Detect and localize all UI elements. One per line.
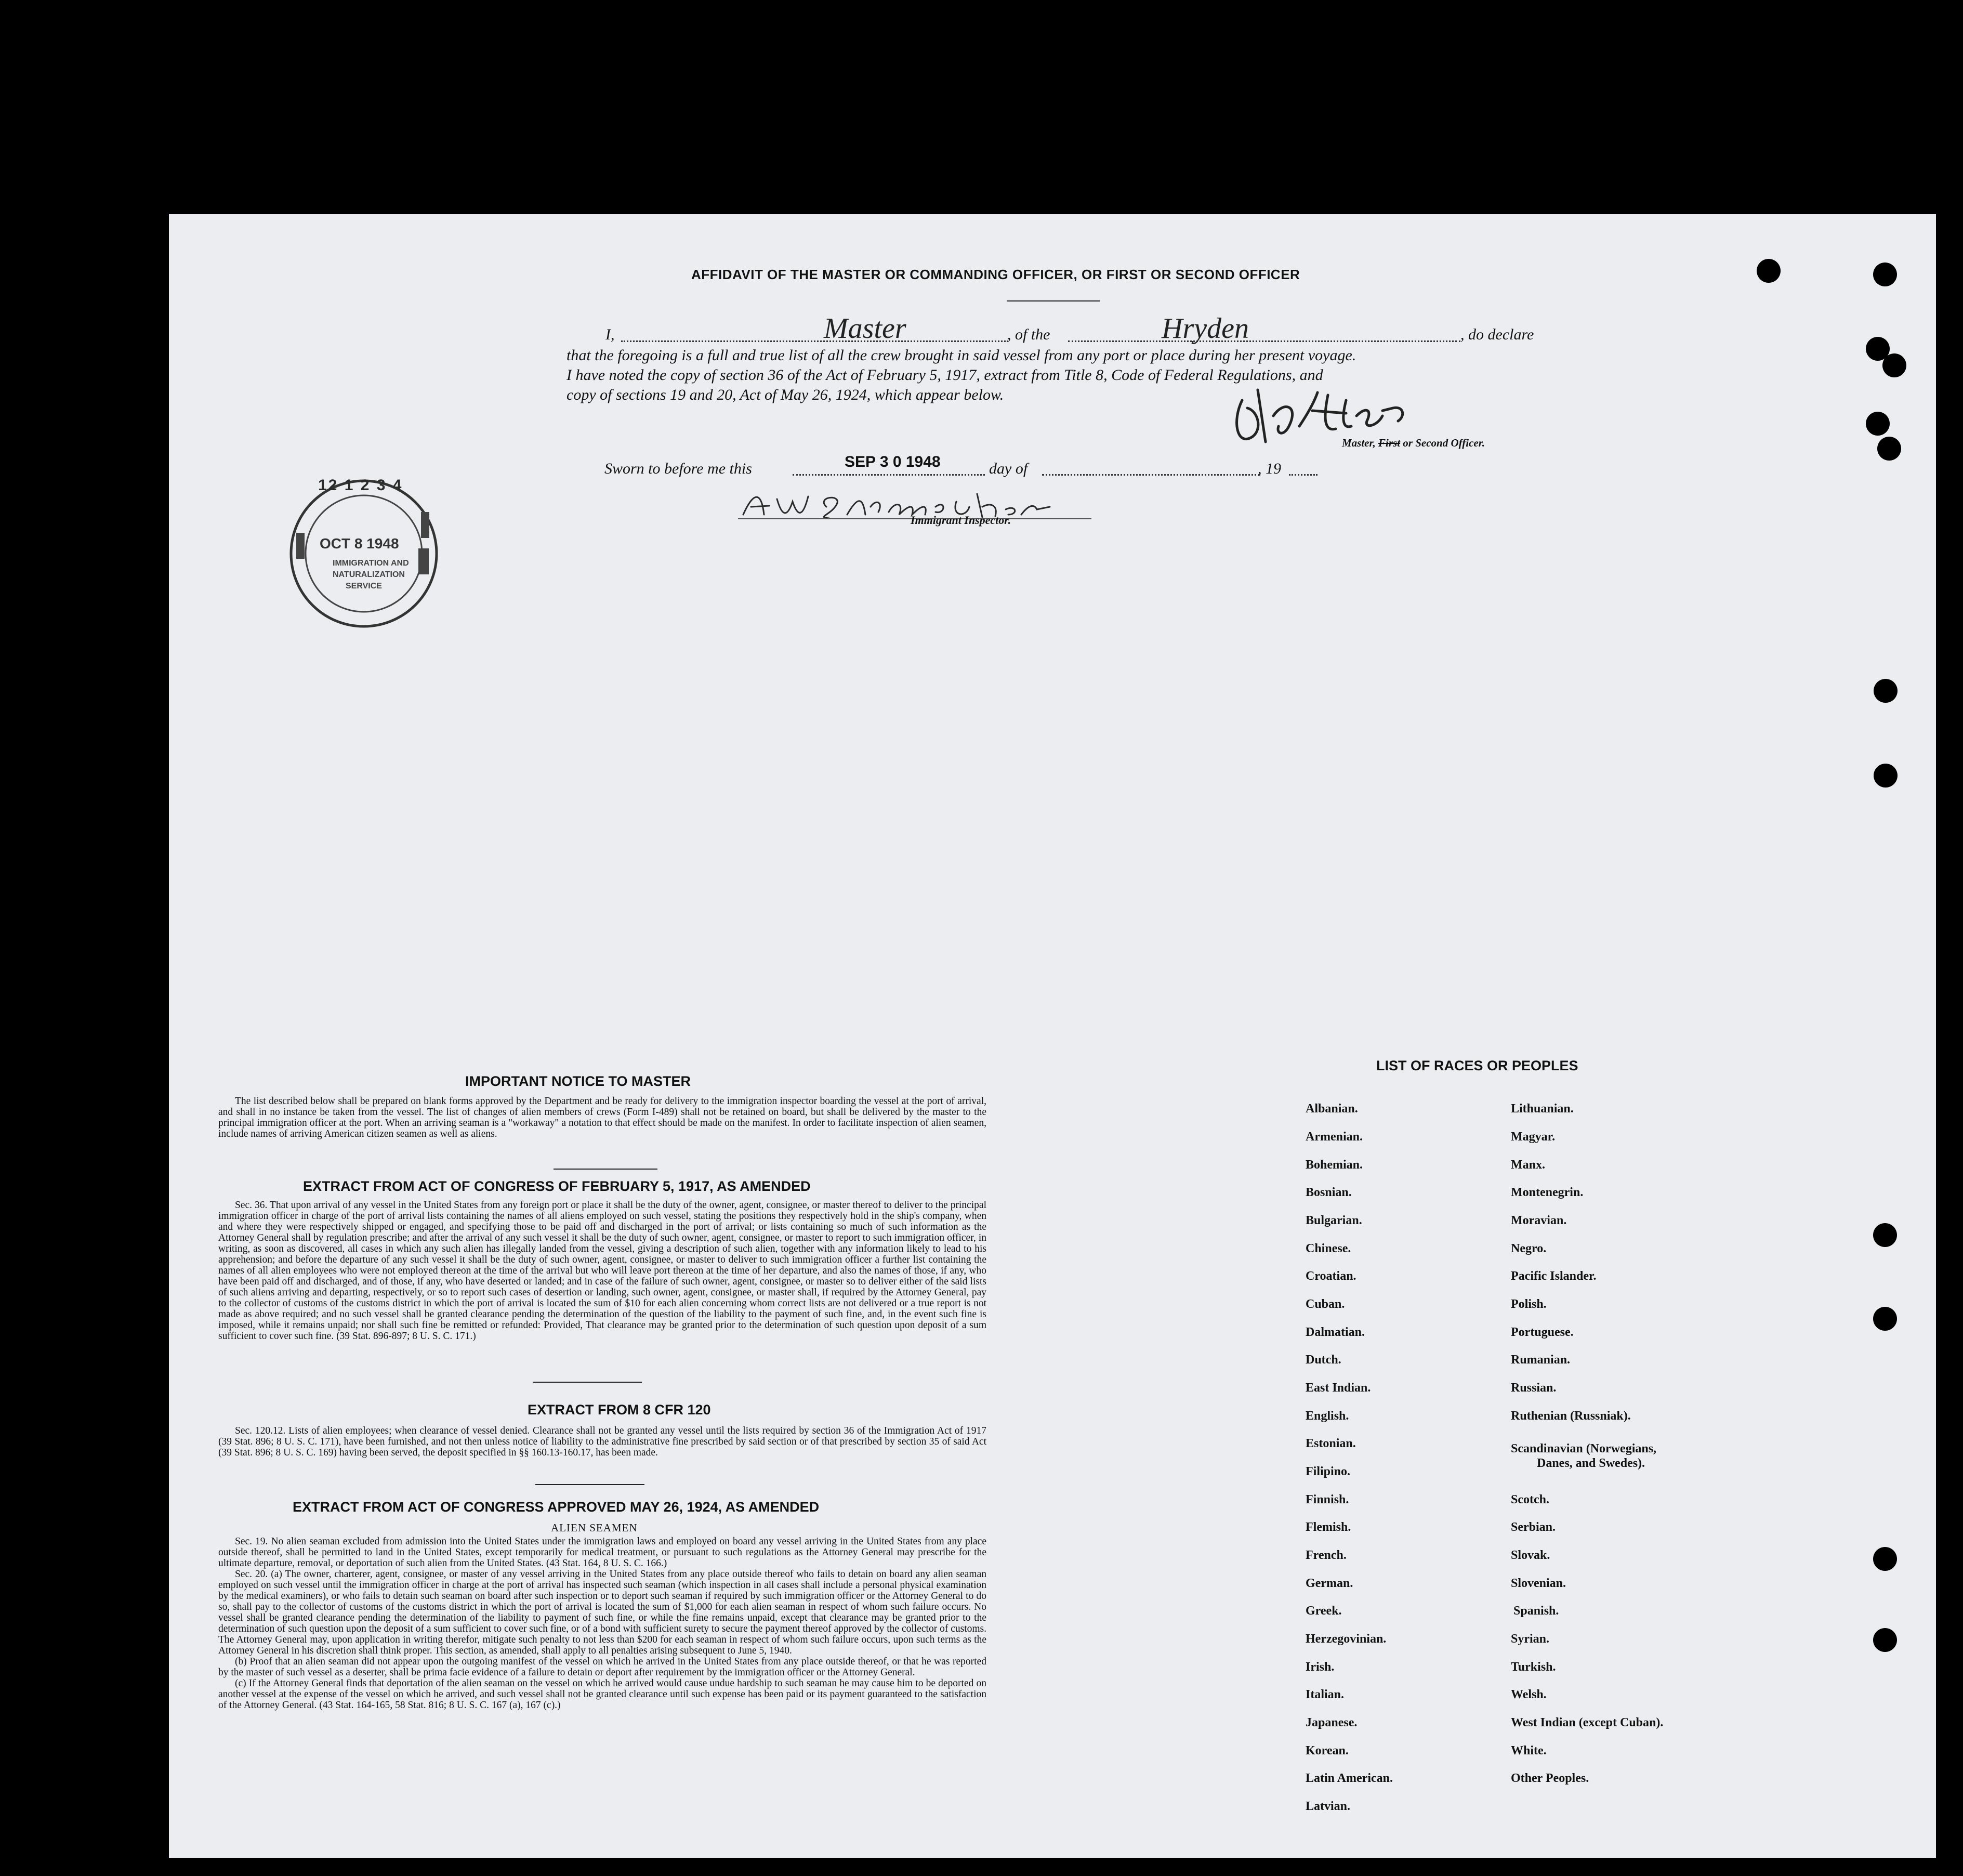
race-item: Portuguese.: [1511, 1326, 1574, 1339]
binder-hole: [1873, 263, 1897, 286]
race-item: Finnish.: [1306, 1493, 1349, 1506]
caption-part-b: or Second Officer.: [1400, 437, 1485, 449]
extract-cfr-rule: [535, 1484, 644, 1485]
binder-hole: [1874, 764, 1898, 788]
race-item: English.: [1306, 1409, 1349, 1423]
race-item: Albanian.: [1306, 1102, 1358, 1116]
race-item: Filipino.: [1306, 1465, 1351, 1478]
rank-line: [621, 340, 1008, 342]
extract-1924-subheading: ALIEN SEAMEN: [551, 1521, 638, 1534]
race-item: Slovenian.: [1511, 1577, 1566, 1590]
affidavit-of-the: , of the: [1007, 326, 1050, 343]
title-rule: [1007, 300, 1100, 301]
extract-1917-rule: [533, 1382, 642, 1383]
stamp-text-1: IMMIGRATION AND: [333, 559, 409, 568]
race-item: Montenegrin.: [1511, 1186, 1584, 1199]
race-item: Scotch.: [1511, 1493, 1549, 1506]
extract-1924-heading: EXTRACT FROM ACT OF CONGRESS APPROVED MAY 26, 1924, AS AMENDED: [293, 1499, 820, 1515]
race-item: Slovak.: [1511, 1549, 1550, 1562]
affidavit-line2: that the foregoing is a full and true list of all the crew brought in said vessel from any port or place during her present voyage.: [566, 347, 1356, 364]
extract-cfr-text: Sec. 120.12. Lists of alien employees; when clearance of vessel denied. Clearance shall not be granted any vessel until the lists required by section 36 of the Immigration Act of 1917 (39 Stat. 896; 8 U. S. C. 171), have been furnished, and not then unless notice of liability to the administrative fine prescribed by said section or of that prescribed by section 35 of said Act (39 Stat. 896; 8 U. S. C. 169) having been served, the deposit specified in §§ 160.13-160.17, has been made.: [218, 1425, 986, 1458]
extract-cfr-body: [218, 1425, 986, 1458]
binder-hole: [1882, 353, 1906, 377]
notice-text: The list described below shall be prepared on blank forms approved by the Department and be ready for delivery to the immigration inspector boarding the vessel at the port of arrival, and shall in no instance be taken from the vessel. The list of changes of alien members of crews (Form I-489) shall not be retained on board, but shall be delivered by the master to the principal immigration officer at the port. When an arriving seaman is a "workaway" a notation to that effect should be made on the manifest. In order to facilitate inspection of alien seamen, include names of arriving American citizen seamen as well as aliens.: [218, 1096, 986, 1139]
extract-1917-body: [218, 1200, 986, 1342]
race-item: French.: [1306, 1549, 1347, 1562]
sworn-year-line: [1289, 474, 1318, 476]
race-item: Other Peoples.: [1511, 1772, 1589, 1785]
sworn-year: , 19: [1258, 460, 1281, 477]
extract-1924-sec20c: (c) If the Attorney General finds that deportation of the alien seaman on the vessel on which he arrived would cause undue hardship to such seaman he may cause him to be deported on another vessel at the expense of the vessel on which he arrived, and such vessel shall not be granted clearance until such expense has been paid or its payment guaranteed to the satisfaction of the Attorney General. (43 Stat. 164-165, 58 Stat. 816; 8 U. S. C. 167 (a), 167 (c).): [218, 1678, 986, 1711]
extract-1917-heading: EXTRACT FROM ACT OF CONGRESS OF FEBRUARY 5, 1917, AS AMENDED: [303, 1178, 811, 1194]
race-item: Chinese.: [1306, 1242, 1351, 1255]
race-item: Herzegovinian.: [1306, 1632, 1387, 1646]
race-item: Syrian.: [1511, 1632, 1550, 1646]
binder-hole: [1873, 1628, 1897, 1652]
sworn-day-line: [793, 474, 985, 476]
extract-1924-sec19: Sec. 19. No alien seaman excluded from admission into the United States under the immigration laws and employed on board any vessel arriving in the United States from any place outside thereof, shall be permitted to land in the United States, except temporarily for medical treatment, or pursuant to such regulations as the Attorney General may prescribe for the ultimate departure, removal, or deportation of such alien from the United States. (43 Stat. 164, 8 U. S. C. 166.): [218, 1536, 986, 1569]
sworn-prefix: Sworn to before me this: [604, 460, 752, 477]
race-item: Dutch.: [1306, 1353, 1341, 1367]
stamp-date: OCT 8 1948: [320, 535, 399, 552]
race-item: Danes, and Swedes).: [1537, 1457, 1645, 1470]
stamp-numbers: 12 1 2 3 4: [318, 477, 403, 494]
races-heading: LIST OF RACES OR PEOPLES: [1376, 1058, 1578, 1073]
race-item: Welsh.: [1511, 1688, 1547, 1701]
race-item: Cuban.: [1306, 1297, 1345, 1311]
affidavit-title: AFFIDAVIT OF THE MASTER OR COMMANDING OFFICER, OR FIRST OR SECOND OFFICER: [691, 267, 1300, 282]
extract-1924-sec20a: Sec. 20. (a) The owner, charterer, agent, consignee, or master of any vessel arriving in the United States from any place outside thereof who fails to detain on board any alien seaman employed on such vessel until the immigration officer in charge at the port of arrival has inspected such seaman (which inspection in all cases shall include a personal physical examination by the medical examiners), or who fails to detain such seaman on board after such inspection or to deport such seaman if required by such immigration officer or the Attorney General to do so, shall pay to the collector of customs of the customs district in which the port of arrival is located the sum of $1,000 for each alien seaman in respect of whom such failure occurs. No vessel shall be granted clearance pending the determination of the liability to payment of such fine, or while the fine remains unpaid, except that clearance may be granted prior to the determination of such question upon the deposit of a sum sufficient to cover such fine, or of a bond with sufficient surety to secure the payment thereof approved by the collector of customs. The Attorney General may, upon application in writing therefor, mitigate such penalty to not less than $200 for each seaman in respect of whom such failure occurs, upon such terms as the Attorney General in his discretion shall think proper. This section, as amended, shall apply to all penalties arising subsequent to June 5, 1940.: [218, 1569, 986, 1656]
sworn-month-line: [1042, 474, 1260, 476]
vessel-line: [1068, 340, 1460, 342]
notice-body: [218, 1096, 986, 1139]
immigration-stamp: [281, 476, 452, 632]
extract-1924-sec20b: (b) Proof that an alien seaman did not appear upon the outgoing manifest of the vessel on which he arrived in the United States from any place outside thereof, or that he was reported by the master of such vessel as a deserter, shall be prima facie evidence of a failure to detain or deport after requirement by the immigration officer or the Attorney General.: [218, 1656, 986, 1678]
race-item: Polish.: [1511, 1297, 1547, 1311]
race-item: Russian.: [1511, 1381, 1557, 1395]
binder-hole: [1757, 259, 1781, 283]
race-item: Magyar.: [1511, 1130, 1556, 1144]
race-item: Armenian.: [1306, 1130, 1363, 1144]
binder-hole: [1866, 412, 1890, 436]
race-item: Korean.: [1306, 1744, 1349, 1757]
race-item: Greek.: [1306, 1604, 1342, 1618]
extract-1924-body: [218, 1536, 986, 1711]
race-item: Turkish.: [1511, 1660, 1556, 1674]
race-item: East Indian.: [1306, 1381, 1371, 1395]
notice-rule: [554, 1169, 657, 1170]
race-item: Dalmatian.: [1306, 1326, 1365, 1339]
affidavit-line3: I have noted the copy of section 36 of the Act of February 5, 1917, extract from Title 8, Code of Federal Regulations, and: [566, 366, 1323, 384]
rank-handwritten: Master: [824, 312, 906, 345]
race-item: Italian.: [1306, 1688, 1345, 1701]
extract-cfr-heading: EXTRACT FROM 8 CFR 120: [528, 1402, 711, 1418]
binder-hole: [1873, 1547, 1897, 1571]
race-item: Serbian.: [1511, 1520, 1556, 1534]
affidavit-do-declare: , do declare: [1460, 326, 1534, 343]
binder-hole: [1877, 437, 1901, 461]
race-item: Estonian.: [1306, 1437, 1356, 1450]
race-item: Croatian.: [1306, 1269, 1356, 1283]
race-item: Irish.: [1306, 1660, 1335, 1674]
stamp-text-2: NATURALIZATION: [333, 570, 405, 579]
binder-hole: [1873, 1223, 1897, 1247]
affidavit-i: I,: [605, 326, 615, 343]
affidavit-line4: copy of sections 19 and 20, Act of May 26, 1924, which appear below.: [566, 386, 1004, 403]
vessel-handwritten: Hryden: [1162, 312, 1249, 345]
race-item: Lithuanian.: [1511, 1102, 1574, 1116]
race-item: Rumanian.: [1511, 1353, 1571, 1367]
master-sig-caption: [1342, 437, 1485, 450]
race-item: Flemish.: [1306, 1520, 1351, 1534]
race-item: Ruthenian (Russniak).: [1511, 1409, 1631, 1423]
inspector-caption: Immigrant Inspector.: [911, 514, 1011, 527]
race-item: Spanish.: [1513, 1604, 1559, 1618]
race-item: West Indian (except Cuban).: [1511, 1716, 1664, 1729]
race-item: German.: [1306, 1577, 1353, 1590]
race-item: Moravian.: [1511, 1214, 1567, 1227]
binder-hole: [1873, 1307, 1897, 1331]
race-item: Japanese.: [1306, 1716, 1358, 1729]
stamp-text-3: SERVICE: [346, 582, 382, 591]
sworn-day-of: day of: [989, 460, 1028, 477]
race-item: Bohemian.: [1306, 1158, 1363, 1172]
race-item: White.: [1511, 1744, 1547, 1757]
race-item: Bosnian.: [1306, 1186, 1352, 1199]
race-item: Manx.: [1511, 1158, 1545, 1172]
binder-hole: [1874, 679, 1898, 703]
race-item: Bulgarian.: [1306, 1214, 1362, 1227]
race-item: Latin American.: [1306, 1772, 1393, 1785]
race-item: Scandinavian (Norwegians,: [1511, 1442, 1657, 1455]
race-item: Latvian.: [1306, 1800, 1351, 1813]
race-item: Negro.: [1511, 1242, 1547, 1255]
notice-heading: IMPORTANT NOTICE TO MASTER: [465, 1073, 691, 1089]
sworn-date-stamp: SEP 3 0 1948: [845, 453, 941, 470]
caption-struck: First: [1378, 437, 1401, 449]
race-item: Pacific Islander.: [1511, 1269, 1597, 1283]
extract-1917-text: Sec. 36. That upon arrival of any vessel in the United States from any foreign port or place it shall be the duty of the owner, agent, consignee, or master thereof to deliver to the principal immigration officer in charge of the port of arrival lists containing the names of all aliens employed on such vessel, stating the positions they respectively hold in the ship's company, when and where they were respectively shipped or engaged, and specifying those to be paid off and discharged in the port of arrival; or lists containing so much of such information as the Attorney General shall by regulation prescribe; and after the arrival of any such vessel it shall be the duty of such owner, agent, consignee, or master to report to such immigration officer, in writing, as soon as discovered, all cases in which any such alien has illegally landed from the vessel, giving a description of such alien, together with any information likely to lead to his apprehension; and before the departure of any such vessel it shall be the duty of such owner, agent, consignee, or master to deliver to such immigration officer a further list containing the names of all alien employees who were not employed thereon at the time of the arrival but who will leave port thereon at the time of her departure, and also the names of those, if any, who have been paid off and discharged, and of those, if any, who have deserted or landed; and in case of the failure of such owner, agent, consignee, or master so to deliver either of the said lists of such aliens arriving and departing, respectively, or so to report such cases of desertion or landing, such owner, agent, consignee, or master shall, if required by the Attorney General, pay to the collector of customs of the customs district in which the port of arrival is located the sum of $10 for each alien concerning whom correct lists are not delivered or a true report is not made as above required; and no such vessel shall be granted clearance pending the determination of the question of the liability to the payment of such fine, and, in the event such fine is imposed, while it remains unpaid; nor shall such fine be remitted or refunded: Provided, That clearance may be granted prior to the determination of such question upon deposit of a sum sufficient to cover such fine. (39 Stat. 896-897; 8 U. S. C. 171.): [218, 1200, 986, 1342]
caption-part-a: Master,: [1342, 437, 1379, 449]
